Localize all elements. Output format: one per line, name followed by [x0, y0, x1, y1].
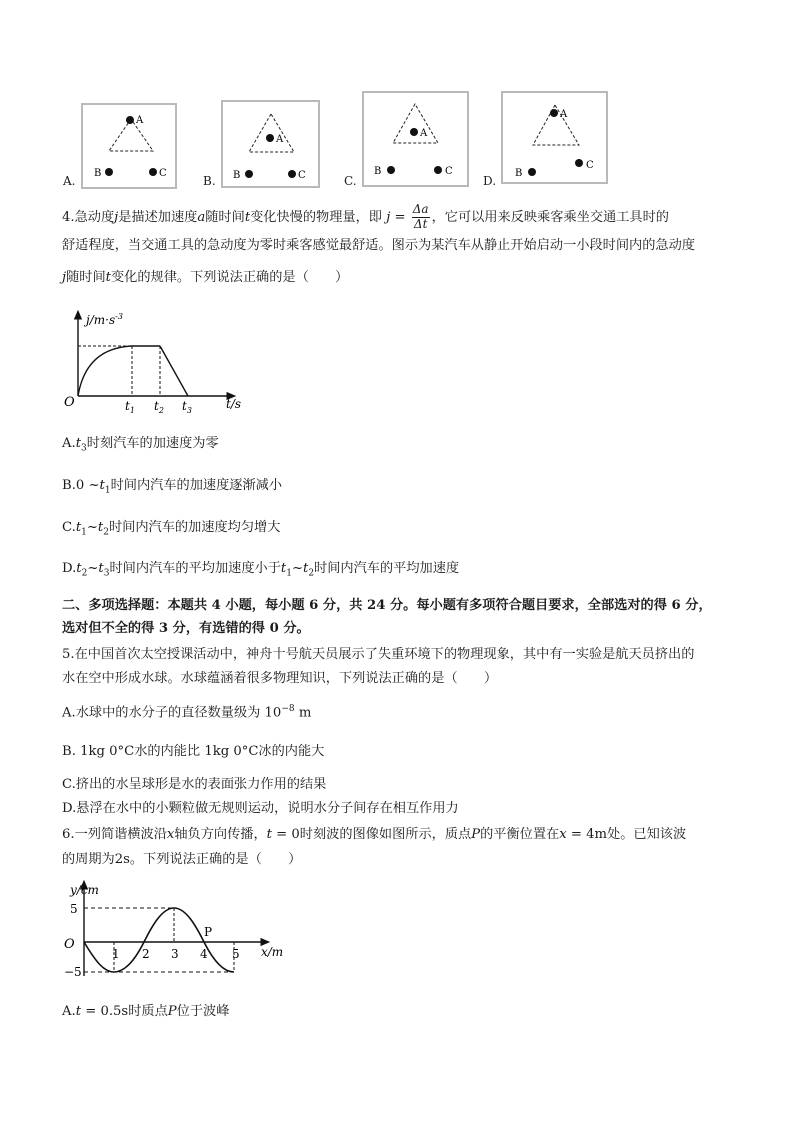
q3-option-b-diagram: [223, 102, 318, 186]
q3-option-c-frame: [362, 91, 469, 187]
q4-stem-line3: j随时间t变化的规律。下列说法正确的是（ ）: [62, 270, 349, 285]
q3-b-label-b: B: [233, 170, 241, 181]
q3-c-label-a: A: [420, 128, 428, 139]
q3-option-c-letter: C.: [344, 174, 357, 188]
q3-a-label-c: C: [159, 168, 167, 179]
q4-ylabel: $j/m\cdot s^{-3}$: [86, 312, 123, 327]
q4-curve-rise: [78, 346, 132, 396]
q6-wave-curve: [84, 908, 234, 972]
q3-option-a-frame: [81, 103, 177, 189]
q3-option-d-frame: [501, 91, 608, 184]
q4-formula-fraction: $\frac{\Delta a}{\Delta t}$: [412, 202, 429, 231]
q3-c-label-b: B: [374, 166, 382, 177]
q5-option-b: B. 1kg 0°C水的内能比 1kg 0°C冰的内能大: [62, 744, 325, 759]
q5-option-c: C.挤出的水呈球形是水的表面张力作用的结果: [62, 777, 327, 792]
q6-origin: O: [64, 937, 75, 952]
q3-a-label-b: B: [94, 168, 102, 179]
q3-c-label-c: C: [445, 166, 453, 177]
q6-ylabel: y/cm: [70, 883, 99, 897]
q3-b-label-a: A: [276, 134, 284, 145]
q4-stem-line1: 4.急动度j是描述加速度a随时间t变化快慢的物理量，即 j = $\frac{\Delta a}{\Delta t}$ ，它可以用来反映乘客乘坐交通工具时的: [62, 202, 669, 231]
q3-d-label-b: B: [515, 168, 523, 179]
q6-point-p-label: P: [204, 925, 213, 939]
q4-formula-lhs: j =: [386, 209, 406, 225]
q4-tick-t2: $t_2$: [154, 399, 164, 415]
q4-jerk-graph: [60, 308, 260, 418]
q3-option-d-letter: D.: [483, 174, 497, 188]
q4-option-b: B.0 $\sim t_1$时间内汽车的加速度逐渐减小: [62, 478, 283, 496]
q6-tick-4: 4: [200, 947, 208, 961]
q4-stem-line2: 舒适程度，当交通工具的急动度为零时乘客感觉最舒适。图示为某汽车从静止开始启动一小段时间内的急动度: [62, 238, 695, 253]
q5-option-a: A.水球中的水分子的直径数量级为 $10^{-8}$ m: [62, 704, 312, 721]
q4-option-d: $D.t_2\sim t_3$时间内汽车的平均加速度小于$t_1\sim t_2$时间内汽车的平均加速度: [62, 561, 460, 579]
q4-xlabel: t/s: [226, 397, 242, 411]
q6-tick-2: 2: [142, 947, 150, 961]
q6-wave-graph: [60, 878, 300, 988]
q3-option-d-diagram: [503, 93, 606, 182]
q4-tick-t3: $t_3$: [182, 399, 192, 415]
section2-heading-line1: 二、多项选择题：本题共 4 小题，每小题 6 分，共 24 分。每小题有多项符合题目要求，全部选对的得 6 分，: [62, 598, 712, 613]
q6-stem-line2: 的周期为2s。下列说法正确的是（ ）: [62, 852, 302, 867]
q3-option-b-frame: [221, 100, 320, 188]
q5-option-d: D.悬浮在水中的小颗粒做无规则运动，说明水分子间存在相互作用力: [62, 801, 459, 816]
q6-stem-line1: 6.一列简谐横波沿x轴负方向传播，t = 0时刻波的图像如图所示，质点P的平衡位置在x = 4m处。已知该波: [62, 827, 687, 842]
q4-option-c: $C.t_1\sim t_2$时间内汽车的加速度均匀增大: [62, 520, 281, 538]
q6-xlabel: x/m: [261, 945, 284, 959]
q3-d-label-c: C: [586, 160, 594, 171]
q5-stem-line1: 5.在中国首次太空授课活动中，神舟十号航天员展示了失重环境下的物理现象，其中有一实验是航天员挤出的: [62, 647, 695, 662]
q3-option-a-letter: A.: [63, 174, 76, 188]
q3-option-a-diagram: [83, 105, 175, 187]
q3-d-label-a: A: [560, 109, 568, 120]
q4-origin: O: [64, 395, 75, 410]
q6-tick-1: 1: [112, 947, 120, 961]
q6-y-negative: −5: [64, 965, 82, 979]
q4-curve-fall: [160, 346, 188, 396]
q6-y-positive: 5: [70, 902, 78, 916]
q6-option-a: A.t = 0.5s时质点P位于波峰: [62, 1004, 230, 1019]
q6-tick-5: 5: [232, 947, 240, 961]
q3-b-label-c: C: [298, 170, 306, 181]
q4-tick-t1: $t_1$: [125, 399, 135, 415]
q6-tick-3: 3: [171, 947, 179, 961]
q5-stem-line2: 水在空中形成水球。水球蕴涵着很多物理知识，下列说法正确的是（ ）: [62, 671, 498, 686]
section2-heading-line2: 选对但不全的得 3 分，有选错的得 0 分。: [62, 621, 310, 636]
q3-a-label-a: A: [136, 115, 144, 126]
q4-option-a: $A.t_3$时刻汽车的加速度为零: [62, 436, 219, 454]
q3-option-c-diagram: [364, 93, 467, 185]
q3-option-b-letter: B.: [203, 174, 216, 188]
